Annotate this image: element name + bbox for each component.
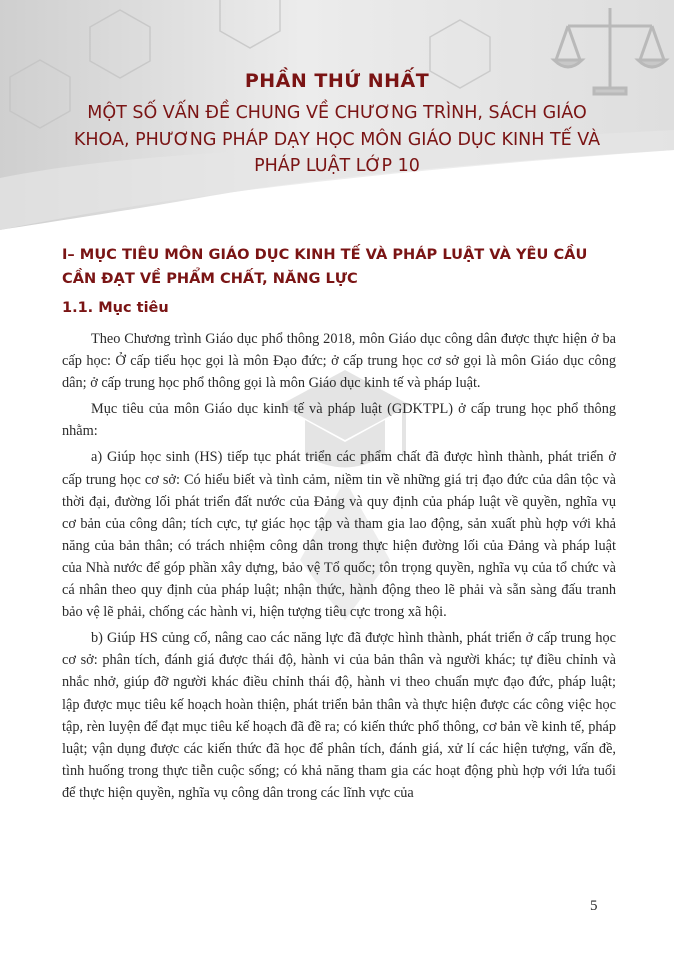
- paragraph: Mục tiêu của môn Giáo dục kinh tế và pháp luật (GDKTPL) ở cấp trung học phổ thông nhằm:: [62, 401, 616, 440]
- paragraph: b) Giúp HS củng cố, nâng cao các năng lực đã được hình thành, phát triển ở cấp trung học cơ sở: phân tích, đánh giá được thái độ, hành vi của bản thân và người khác; tự điều chỉnh và nhắc nhở, giúp đỡ người khác điều chỉnh thái độ, hành vi theo chuẩn mực đạo đức, pháp luật; lập được mục tiêu kế hoạch hoàn thiện, phát triển bản thân và thực hiện được các công việc học tập, rèn luyện để đạt mục tiêu kế hoạch đã đề ra; có kiến thức phổ thông, cơ bản về kinh tế, pháp luật; vận dụng được các kiến thức đã học để phân tích, đánh giá, xử lí các hiện tượng, vấn đề, tình huống trong thực tiễn cuộc sống; có khả năng tham gia các hoạt động phù hợp với lứa tuổi để thực hiện quyền, nghĩa vụ công dân trong các lĩnh vực của: [62, 630, 616, 801]
- paragraph: a) Giúp học sinh (HS) tiếp tục phát triển các phẩm chất đã được hình thành, phát triển ở cấp trung học cơ sở: Có hiểu biết và tình cảm, niềm tin về những giá trị đạo đức của dân tộc và thời đại, đường lối phát triển đất nước của Đảng và quy định của pháp luật về quyền, nghĩa vụ cơ bản của công dân; tích cực, tự giác học tập và tham gia lao động, sản xuất phù hợp với khả năng của bản thân; có trách nhiệm công dân trong thực hiện đường lối của Đảng và pháp luật của Nhà nước để góp phần xây dựng, bảo vệ Tổ quốc; tôn trọng quyền, nghĩa vụ của tổ chức và cá nhân theo quy định của pháp luật; nhận thức, hành động theo lẽ phải và sẵn sàng đấu tranh bảo vệ lẽ phải, chống các hành vi, hiện tượng tiêu cực trong xã hội.: [62, 449, 616, 621]
- subsection-heading: 1.1. Mục tiêu: [62, 300, 169, 316]
- body-text: [62, 328, 616, 808]
- scales-of-justice-icon: [550, 0, 670, 110]
- part-subtitle: MỘT SỐ VẤN ĐỀ CHUNG VỀ CHƯƠNG TRÌNH, SÁCH GIÁO KHOA, PHƯƠNG PHÁP DẠY HỌC MÔN GIÁO DỤC KINH TẾ VÀ PHÁP LUẬT LỚP 10: [73, 103, 601, 176]
- part-title: PHẦN THỨ NHẤT: [244, 70, 430, 92]
- section-heading: I– MỤC TIÊU MÔN GIÁO DỤC KINH TẾ VÀ PHÁP LUẬT VÀ YÊU CẦU CẦN ĐẠT VỀ PHẨM CHẤT, NĂNG LỰC: [62, 246, 588, 287]
- page-number: 5: [590, 898, 598, 914]
- paragraph: Theo Chương trình Giáo dục phổ thông 2018, môn Giáo dục công dân được thực hiện ở ba cấp học: Ở cấp tiểu học gọi là môn Đạo đức; ở cấp trung học cơ sở gọi là môn Giáo dục công dân; ở cấp trung học phổ thông gọi là môn Giáo dục kinh tế và pháp luật.: [62, 331, 616, 392]
